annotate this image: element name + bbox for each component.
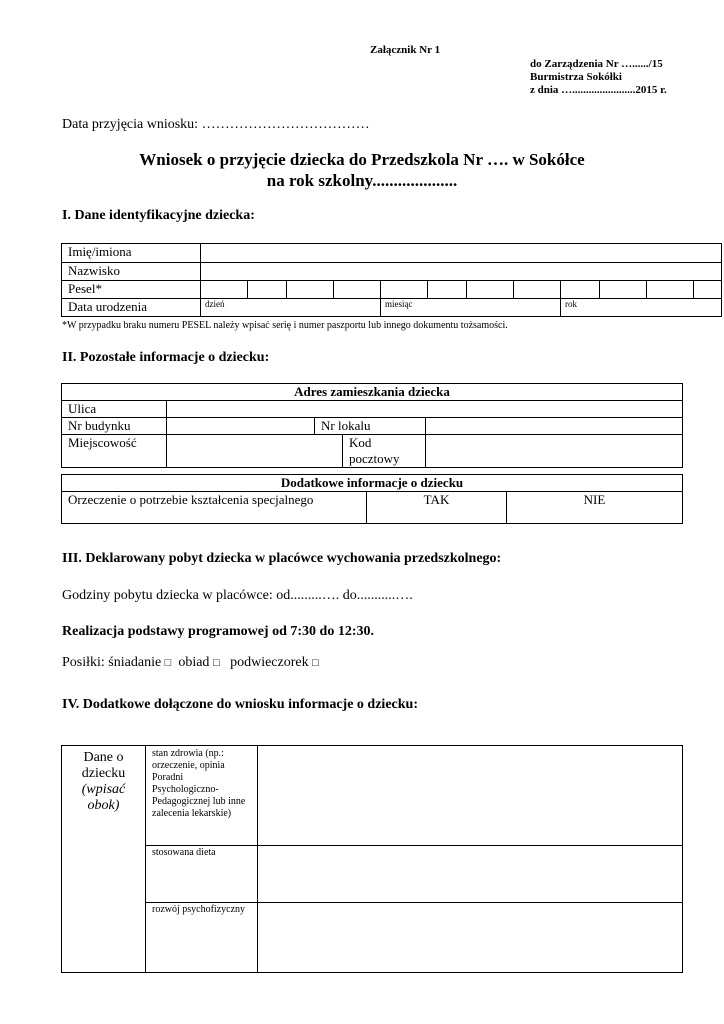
extra-info-table bbox=[61, 474, 683, 524]
snack-checkbox[interactable]: □ bbox=[312, 657, 319, 669]
pesel-digit-box[interactable] bbox=[694, 281, 722, 299]
birth-date-label: Data urodzenia bbox=[62, 299, 201, 317]
pesel-digit-box[interactable] bbox=[428, 281, 467, 299]
address-table-title: Adres zamieszkania dziecka bbox=[62, 384, 683, 401]
section-1-heading: I. Dane identyfikacyjne dziecka: bbox=[62, 208, 255, 223]
street-label: Ulica bbox=[62, 401, 167, 418]
meals-label: Posiłki: bbox=[62, 655, 105, 670]
birth-year-field[interactable] bbox=[561, 299, 722, 317]
stay-hours: Godziny pobytu dziecka w placówce: od.........…. do...........…. bbox=[62, 588, 413, 603]
fill-in-hint-1: (wpisać bbox=[81, 782, 126, 797]
pesel-digit-box[interactable] bbox=[287, 281, 334, 299]
pesel-digit-box[interactable] bbox=[201, 281, 248, 299]
meal-lunch: obiad bbox=[178, 655, 210, 670]
child-data-line-1: Dane o bbox=[83, 750, 124, 765]
title-line-1: Wniosek o przyjęcie dziecka do Przedszkola Nr …. w Sokółce bbox=[139, 150, 585, 169]
development-field[interactable] bbox=[258, 903, 683, 973]
fill-in-hint-2: obok) bbox=[87, 798, 120, 813]
first-name-label: Imię/imiona bbox=[62, 244, 201, 263]
pesel-digit-box[interactable] bbox=[381, 281, 428, 299]
order-line-2: Burmistrza Sokółki bbox=[530, 71, 622, 83]
special-education-label: Orzeczenie o potrzebie kształcenia specjalnego bbox=[62, 492, 367, 524]
first-name-field[interactable] bbox=[201, 244, 722, 263]
meals-row bbox=[62, 655, 319, 671]
city-field[interactable] bbox=[167, 435, 343, 468]
health-status-field[interactable] bbox=[258, 746, 683, 846]
order-reference bbox=[530, 58, 667, 97]
street-field[interactable] bbox=[167, 401, 683, 418]
section-4-heading: IV. Dodatkowe dołączone do wniosku informacje o dziecku: bbox=[62, 697, 418, 712]
building-number-label: Nr budynku bbox=[62, 418, 167, 435]
meal-snack: podwieczorek bbox=[230, 655, 309, 670]
apartment-number-field[interactable] bbox=[426, 418, 683, 435]
order-line-1: do Zarządzenia Nr …....../15 bbox=[530, 58, 663, 70]
pesel-footnote: *W przypadku braku numeru PESEL należy wpisać serię i numer paszportu lub innego dokumentu tożsamości. bbox=[62, 320, 508, 331]
attachment-label: Załącznik Nr 1 bbox=[370, 44, 441, 56]
pesel-digit-box[interactable] bbox=[647, 281, 694, 299]
day-caption: dzień bbox=[205, 299, 225, 309]
diet-field[interactable] bbox=[258, 846, 683, 903]
city-label: Miejscowość bbox=[62, 435, 167, 468]
postal-code-label: Kod pocztowy bbox=[343, 435, 426, 468]
year-caption: rok bbox=[565, 299, 577, 309]
child-data-cell bbox=[62, 746, 146, 973]
section-2-heading: II. Pozostałe informacje o dziecku: bbox=[62, 350, 270, 365]
breakfast-checkbox[interactable]: □ bbox=[164, 657, 172, 669]
special-education-yes[interactable]: TAK bbox=[367, 492, 507, 524]
address-table bbox=[61, 383, 683, 468]
month-caption: miesiąc bbox=[385, 299, 413, 309]
diet-label: stosowana dieta bbox=[146, 846, 258, 903]
extra-info-title: Dodatkowe informacje o dziecku bbox=[62, 475, 683, 492]
building-number-field[interactable] bbox=[167, 418, 315, 435]
intake-date: Data przyjęcia wniosku: ……………………………… bbox=[62, 117, 370, 132]
curriculum-hours: Realizacja podstawy programowej od 7:30 do 12:30. bbox=[62, 624, 374, 639]
development-label: rozwój psychofizyczny bbox=[146, 903, 258, 973]
order-line-3: z dnia ….......................2015 r. bbox=[530, 84, 667, 96]
health-status-label: stan zdrowia (np.: orzeczenie, opinia Poradni Psychologiczno-Pedagogicznej lub inne zalecenia lekarskie) bbox=[146, 746, 258, 846]
child-identity-table bbox=[61, 243, 722, 317]
lunch-checkbox[interactable]: □ bbox=[212, 657, 220, 669]
section-3-heading: III. Deklarowany pobyt dziecka w placówce wychowania przedszkolnego: bbox=[62, 551, 502, 566]
postal-code-field[interactable] bbox=[426, 435, 683, 468]
birth-day-field[interactable] bbox=[201, 299, 381, 317]
page-title bbox=[0, 149, 724, 191]
pesel-digit-box[interactable] bbox=[467, 281, 514, 299]
special-education-no[interactable]: NIE bbox=[507, 492, 683, 524]
pesel-digit-box[interactable] bbox=[514, 281, 561, 299]
surname-label: Nazwisko bbox=[62, 263, 201, 281]
birth-month-field[interactable] bbox=[381, 299, 561, 317]
pesel-digit-box[interactable] bbox=[334, 281, 381, 299]
surname-field[interactable] bbox=[201, 263, 722, 281]
pesel-digit-box[interactable] bbox=[561, 281, 600, 299]
additional-info-table bbox=[61, 745, 683, 973]
meal-breakfast: śniadanie bbox=[108, 655, 162, 670]
child-data-line-2: dziecku bbox=[81, 766, 126, 781]
title-line-2: na rok szkolny.................... bbox=[266, 171, 458, 190]
pesel-digit-box[interactable] bbox=[600, 281, 647, 299]
pesel-digit-box[interactable] bbox=[248, 281, 287, 299]
apartment-number-label: Nr lokalu bbox=[315, 418, 426, 435]
pesel-label: Pesel* bbox=[62, 281, 201, 299]
